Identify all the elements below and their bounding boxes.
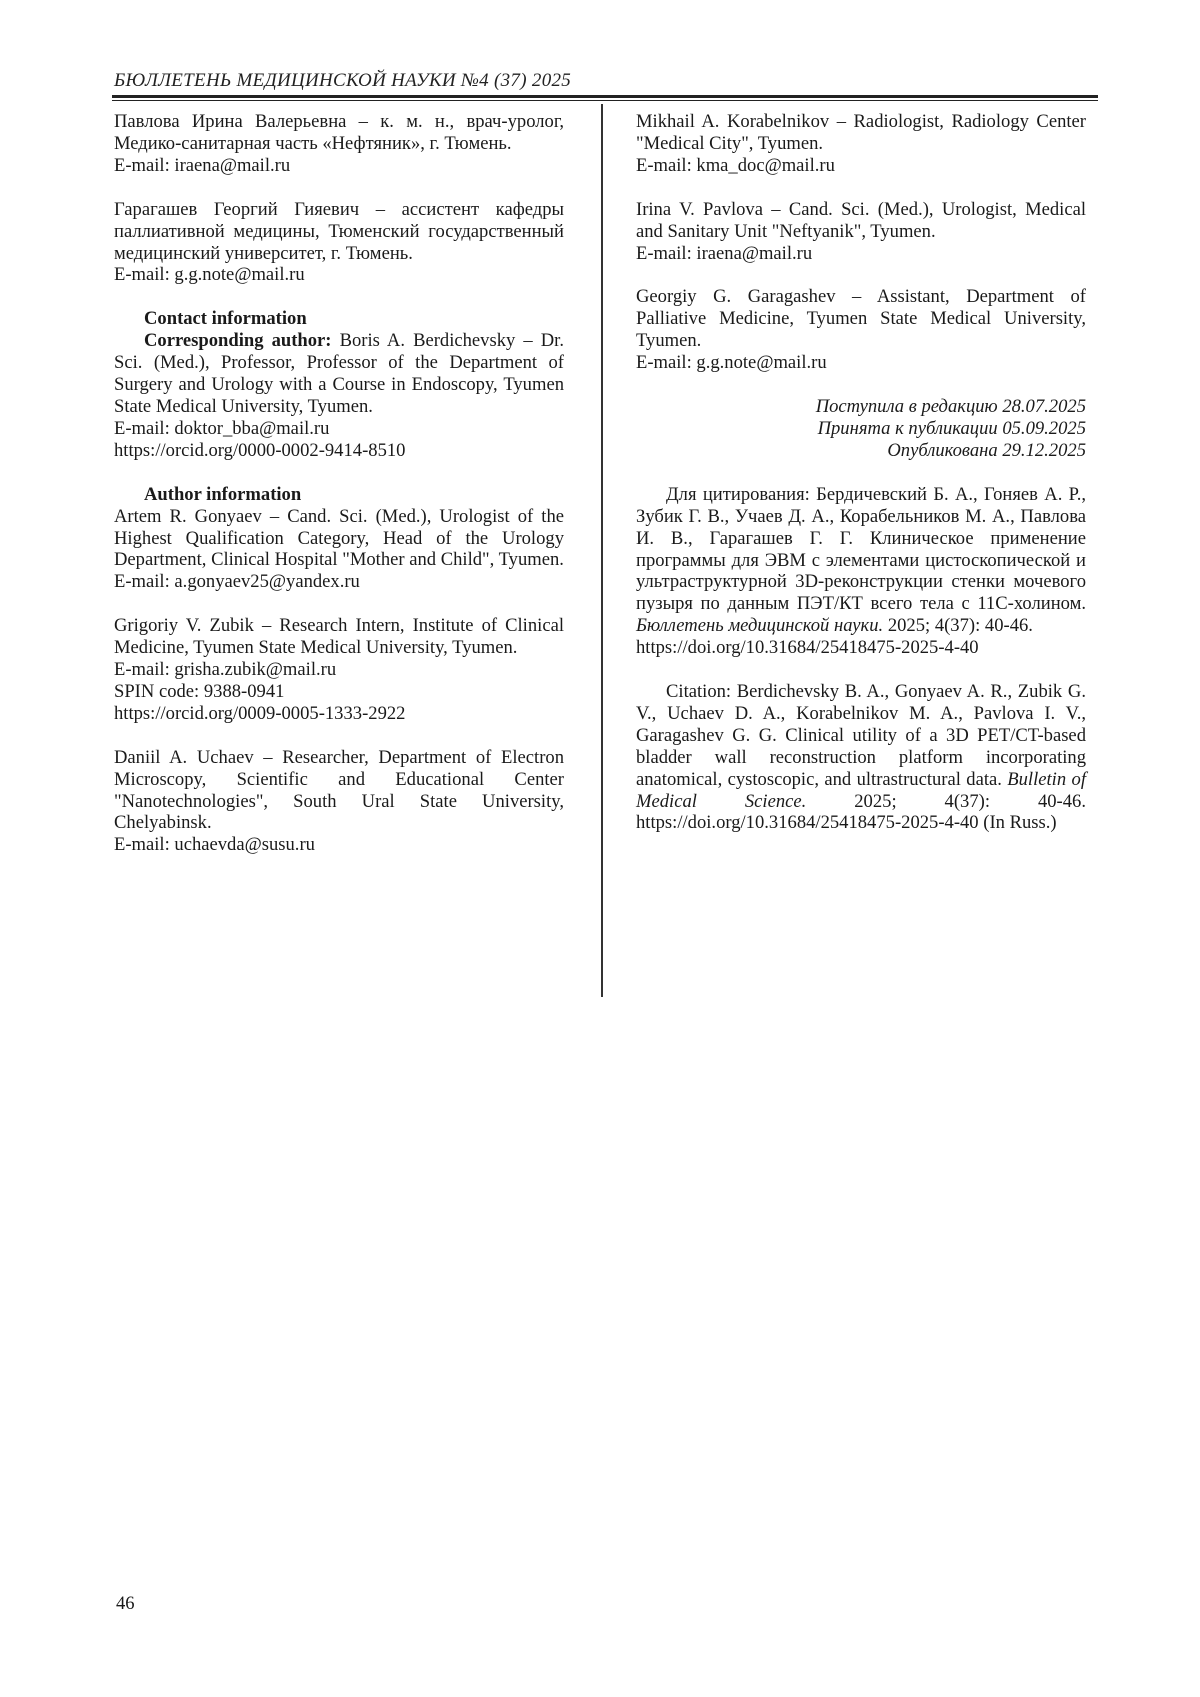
author-email[interactable]: E-mail: g.g.note@mail.ru — [636, 352, 827, 374]
header-rule — [112, 95, 1098, 98]
contact-information — [114, 308, 564, 461]
citation-en-text — [636, 681, 1086, 834]
citation-ru-journal: Бюллетень медицинской науки. — [636, 615, 884, 637]
author-email[interactable]: E-mail: a.gonyaev25@yandex.ru — [114, 571, 360, 593]
contact-email[interactable]: E-mail: doktor_bba@mail.ru — [114, 417, 330, 439]
author-text: Georgiy G. Garagashev – Assistant, Department of Palliative Medicine, Tyumen State Medical University, Tyumen. — [636, 286, 1086, 352]
author-spin: SPIN code: 9388-0941 — [114, 680, 285, 702]
right-column — [636, 111, 1086, 856]
running-title: БЮЛЛЕТЕНЬ МЕДИЦИНСКОЙ НАУКИ №4 (37) 2025 — [114, 70, 572, 91]
citation-ru — [636, 484, 1086, 659]
author-email[interactable]: E-mail: kma_doc@mail.ru — [636, 154, 835, 176]
author-information — [114, 484, 564, 506]
author-entry-garagashev-en — [636, 286, 1086, 374]
author-info-title: Author information — [144, 483, 302, 505]
citation-en-journal: Bulletin of Medical Science. — [636, 768, 1086, 812]
contact-orcid[interactable]: https://orcid.org/0000-0002-9414-8510 — [114, 439, 406, 461]
author-entry-pavlova-en — [636, 199, 1086, 265]
citation-en — [636, 681, 1086, 834]
corresponding-text: Boris A. Berdichevsky – Dr. Sci. (Med.), Professor, Professor of the Department of Surgery and Urology with a Course in Endoscopy, Tyumen State Medical University, Tyumen. — [114, 330, 564, 417]
author-text: Grigoriy V. Zubik – Research Intern, Institute of Clinical Medicine, Tyumen State Medical University, Tyumen. — [114, 615, 564, 659]
author-entry-korabelnikov — [636, 111, 1086, 177]
citation-ru-doi[interactable]: https://doi.org/10.31684/25418475-2025-4-40 — [636, 637, 979, 659]
author-entry-pavlova-ru — [114, 111, 564, 177]
author-email[interactable]: E-mail: iraena@mail.ru — [114, 154, 291, 176]
date-published: Опубликована 29.12.2025 — [887, 439, 1086, 461]
author-entry-zubik — [114, 615, 564, 725]
author-email[interactable]: E-mail: g.g.note@mail.ru — [114, 264, 305, 286]
author-text: Mikhail A. Korabelnikov – Radiologist, Radiology Center "Medical City", Tyumen. — [636, 111, 1086, 154]
date-accepted: Принята к публикации 05.09.2025 — [817, 417, 1086, 439]
publication-dates — [636, 396, 1086, 462]
corresponding-author — [114, 330, 564, 418]
author-text: Artem R. Gonyaev – Cand. Sci. (Med.), Urologist of the Highest Qualification Category, Head of the Urology Department, Clinical Hospital "Mother and Child", Tyumen. — [114, 505, 564, 571]
left-column — [114, 111, 564, 878]
corresponding-label: Corresponding author: — [144, 330, 332, 352]
author-email[interactable]: E-mail: uchaevda@susu.ru — [114, 834, 315, 856]
citation-en-body: Citation: Berdichevsky B. A., Gonyaev A. R., Zubik G. V., Uchaev D. A., Korabelnikov M. A., Pavlova I. V., Garagashev G. G. Clinical utility of a 3D PET/CT-based bladder wall reconstruction platform incorporating anatomical, cystoscopic, and ultrastructural data. — [636, 681, 1086, 790]
author-entry-uchaev — [114, 747, 564, 857]
header-rule-thin — [112, 100, 1098, 101]
date-received: Поступила в редакцию 28.07.2025 — [815, 396, 1086, 418]
author-text: Irina V. Pavlova – Cand. Sci. (Med.), Urologist, Medical and Sanitary Unit "Neftyanik", Tyumen. — [636, 198, 1086, 242]
author-text: Павлова Ирина Валерьевна – к. м. н., врач-уролог, Медико-санитарная часть «Нефтяник», г. Тюмень. — [114, 111, 564, 154]
author-entry-gonyaev — [114, 506, 564, 594]
column-divider — [601, 104, 603, 997]
citation-ru-body: Для цитирования: Бердичевский Б. А., Гоняев А. Р., Зубик Г. В., Учаев Д. А., Корабельников М. А., Павлова И. В., Гарагашев Г. Г. Клиническое применение программы для ЭВМ с элементами цистоскопической и ультраструктурной 3D-реконструкции стенки мочевого пузыря по данным ПЭТ/КТ всего тела с 11С-холином. — [636, 483, 1086, 615]
citation-ru-text — [636, 484, 1086, 637]
author-email[interactable]: E-mail: grisha.zubik@mail.ru — [114, 659, 337, 681]
page-number: 46 — [116, 1593, 135, 1614]
author-orcid[interactable]: https://orcid.org/0009-0005-1333-2922 — [114, 702, 406, 724]
citation-ru-details: 2025; 4(37): 40-46. — [887, 615, 1033, 637]
author-text: Daniil A. Uchaev – Researcher, Department of Electron Microscopy, Scientific and Educational Center "Nanotechnologies", South Ural State University, Chelyabinsk. — [114, 746, 564, 834]
author-entry-garagashev-ru — [114, 199, 564, 287]
contact-title: Contact information — [144, 308, 307, 330]
citation-en-details: 2025; 4(37): 40-46. https://doi.org/10.31684/25418475-2025-4-40 (In Russ.) — [636, 790, 1086, 834]
author-email[interactable]: E-mail: iraena@mail.ru — [636, 242, 813, 264]
author-text: Гарагашев Георгий Гияевич – ассистент кафедры паллиативной медицины, Тюменский государственный медицинский университет, г. Тюмень. — [114, 198, 564, 264]
